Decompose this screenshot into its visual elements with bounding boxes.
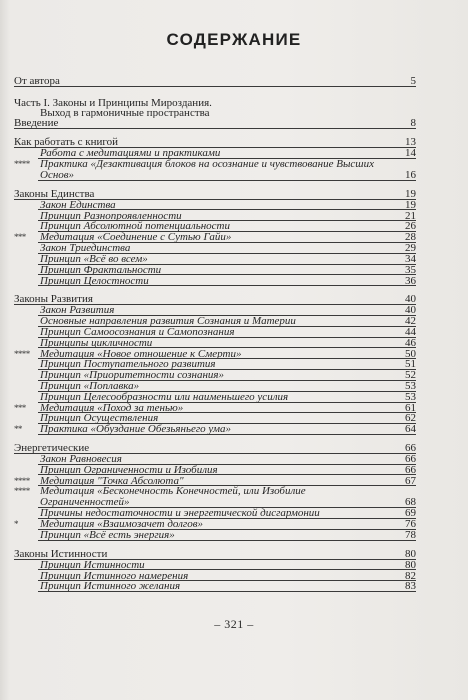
toc-page-number: 62 xyxy=(405,412,416,425)
difficulty-stars: **** xyxy=(14,475,30,486)
toc-entry[interactable] xyxy=(14,159,416,181)
toc-entry[interactable] xyxy=(14,549,416,560)
toc-entry-title: Принцип Поступательного развития xyxy=(40,359,216,371)
toc-page-number: 14 xyxy=(405,147,416,160)
toc-page-number: 40 xyxy=(405,304,416,317)
page-number-footer: – 321 – xyxy=(214,617,254,631)
toc-entry-title: Принцип «Всё есть энергия» xyxy=(40,530,175,541)
toc-page-number: 51 xyxy=(405,358,416,371)
toc-page-number: 53 xyxy=(405,379,416,392)
toc-entry[interactable] xyxy=(14,392,416,403)
toc-page-number: 66 xyxy=(405,463,416,476)
toc-entry-title: Принцип Целесообразности или наименьшего усилия xyxy=(40,391,289,403)
toc-page-number: 52 xyxy=(405,369,416,382)
toc-page-number: 80 xyxy=(405,547,416,560)
toc-page-number: 34 xyxy=(405,252,416,265)
toc-entry-title: Принцип Самоосознания и Самопознания xyxy=(40,326,235,338)
toc-page-number: 26 xyxy=(405,220,416,233)
toc-page-number: 46 xyxy=(405,336,416,349)
toc-entry[interactable] xyxy=(14,413,416,424)
toc-entry[interactable] xyxy=(14,232,416,243)
toc-spacer xyxy=(14,181,416,189)
toc-entry-title: Медитация «Поход за тенью» xyxy=(40,402,184,414)
toc-entry[interactable] xyxy=(14,211,416,222)
toc-entry-title: Принцип «Всё во всем» xyxy=(40,253,148,265)
toc-leader-line xyxy=(14,86,416,87)
toc-entry-title: Законы Истинности xyxy=(14,548,108,560)
toc-page-number: 80 xyxy=(405,558,416,571)
toc-entry[interactable] xyxy=(14,424,416,435)
toc-page-number: 35 xyxy=(405,263,416,276)
toc-leader-line xyxy=(38,285,416,286)
toc-entry[interactable] xyxy=(14,305,416,316)
toc-page-number: 64 xyxy=(405,423,416,436)
toc-entry[interactable] xyxy=(14,560,416,571)
toc-page-number: 69 xyxy=(405,507,416,520)
toc-entry-title: Практика «Дезактивация блоков на осознание и чувствование Высших Основ» xyxy=(40,158,374,181)
difficulty-stars: **** xyxy=(14,158,30,169)
toc-page-number: 40 xyxy=(405,293,416,306)
toc-leader-line xyxy=(38,540,416,541)
toc-entry-title: Выход в гармоничные пространства xyxy=(40,107,210,119)
toc-spacer xyxy=(14,435,416,443)
toc-entry[interactable] xyxy=(14,316,416,327)
toc-entry[interactable] xyxy=(14,108,416,119)
difficulty-stars: ** xyxy=(14,424,22,435)
difficulty-stars: * xyxy=(14,519,18,530)
toc-entry-title: Причины недостаточности и энергетической дисгармонии xyxy=(40,508,320,520)
toc-entry-title: Принцип Осуществления xyxy=(40,413,159,425)
toc-entry[interactable] xyxy=(14,148,416,159)
toc-page-number: 78 xyxy=(405,529,416,542)
page-title: СОДЕРЖАНИЕ xyxy=(166,30,302,49)
toc-entry-title: Медитация «Взаимозачет долгов» xyxy=(40,519,203,530)
toc-entry-title: Принцип Фрактальности xyxy=(40,264,162,276)
toc-page-number: 8 xyxy=(410,117,416,130)
toc-page-number: 28 xyxy=(405,231,416,244)
toc-page-number: 50 xyxy=(405,347,416,360)
toc-entry-title: Принцип Истинного желания xyxy=(40,581,181,593)
toc-entry[interactable] xyxy=(14,189,416,200)
toc-spacer xyxy=(14,541,416,549)
toc-entry-title: Принцип Разнопроявленности xyxy=(40,210,182,222)
toc-entry[interactable] xyxy=(14,265,416,276)
toc-entry[interactable] xyxy=(14,200,416,211)
toc-page-number: 76 xyxy=(405,518,416,531)
toc-page-number: 42 xyxy=(405,315,416,328)
toc-leader-line xyxy=(38,180,416,181)
toc-spacer xyxy=(14,286,416,294)
toc-entry[interactable] xyxy=(14,519,416,530)
toc-entry[interactable] xyxy=(14,359,416,370)
toc-entry-title: Закон Развития xyxy=(40,305,115,316)
toc-entry[interactable] xyxy=(14,276,416,287)
toc-entry-title: Энергетические xyxy=(14,443,90,454)
toc-spacer xyxy=(14,87,416,98)
toc-entry[interactable] xyxy=(14,243,416,254)
toc-entry[interactable] xyxy=(14,254,416,265)
toc-entry-title: Принцип «Поплавка» xyxy=(40,380,140,392)
toc-page-number: 67 xyxy=(405,474,416,487)
toc-spacer xyxy=(14,129,416,137)
toc-page-number: 68 xyxy=(405,496,416,509)
toc-entry-title: Принцип Истинного намерения xyxy=(40,570,189,582)
toc-entry[interactable] xyxy=(14,118,416,129)
toc-page-number: 53 xyxy=(405,390,416,403)
toc-page-number: 5 xyxy=(410,75,416,87)
toc-entry-title: Законы Единства xyxy=(14,188,95,200)
toc-entry-title: Медитация «Соединение с Сутью Гайи» xyxy=(40,232,232,243)
toc-entry-title: Закон Единства xyxy=(40,199,116,211)
toc-entry-title: Работа с медитациями и практиками xyxy=(40,148,221,159)
toc-entry[interactable] xyxy=(14,486,416,508)
toc-entry-title: Принцип Истинности xyxy=(40,559,145,571)
toc-page-number: 61 xyxy=(405,401,416,414)
toc-entry[interactable] xyxy=(14,581,416,592)
toc-entry-title: Медитация "Точка Абсолюта" xyxy=(40,475,184,487)
difficulty-stars: *** xyxy=(14,402,26,413)
toc-entry[interactable] xyxy=(14,327,416,338)
toc-entry-title: Медитация «Бесконечность Конечностей, или Изобилие Ограниченностей» xyxy=(40,486,306,509)
difficulty-stars: **** xyxy=(14,348,30,359)
toc-entry-title: Законы Развития xyxy=(14,294,93,306)
toc-entry-title: Принцип Ограниченности и Изобилия xyxy=(40,464,218,476)
toc-entry[interactable] xyxy=(14,454,416,465)
toc-page-number: 16 xyxy=(405,168,416,181)
toc-leader-line xyxy=(14,128,416,129)
toc-entry-title: Часть I. Законы и Принципы Мироздания. xyxy=(14,97,212,109)
toc-entry[interactable] xyxy=(14,476,416,487)
toc-entry[interactable] xyxy=(14,381,416,392)
toc-entry-title: Принцип Абсолютной потенциальности xyxy=(40,221,230,233)
toc-page-number: 13 xyxy=(405,136,416,149)
toc-entry[interactable] xyxy=(14,137,416,148)
toc-page-number: 21 xyxy=(405,209,416,222)
difficulty-stars: *** xyxy=(14,232,26,243)
toc-entry-title: Как работать с книгой xyxy=(14,137,118,149)
toc-entry-title: Введение xyxy=(14,118,59,130)
toc-entry-title: Принцип «Приоритетности сознания» xyxy=(40,370,225,381)
toc-entry-title: От автора xyxy=(14,76,60,87)
toc-entry[interactable] xyxy=(14,338,416,349)
toc-entry-title: Закон Равновесия xyxy=(40,453,122,465)
toc-entry[interactable] xyxy=(14,571,416,582)
toc-entry[interactable] xyxy=(14,76,416,87)
toc-leader-line xyxy=(38,591,416,592)
toc-entry-title: Принципы цикличности xyxy=(40,337,153,349)
toc-entry-title: Закон Триединства xyxy=(40,243,131,254)
toc-entry-title: Принцип Целостности xyxy=(40,275,149,287)
toc-page-number: 82 xyxy=(405,569,416,582)
toc-entry[interactable] xyxy=(14,443,416,454)
toc-page-number: 19 xyxy=(405,187,416,200)
toc-entry[interactable] xyxy=(14,221,416,232)
toc-entry[interactable] xyxy=(14,530,416,541)
toc-page-number: 19 xyxy=(405,198,416,211)
toc-entry[interactable] xyxy=(14,508,416,519)
toc-leader-line xyxy=(38,434,416,435)
toc-entry[interactable] xyxy=(14,294,416,305)
toc-page-number: 66 xyxy=(405,442,416,455)
difficulty-stars: **** xyxy=(14,486,30,497)
toc-entry[interactable] xyxy=(14,370,416,381)
toc-entry-title: Основные направления развития Сознания и Материи xyxy=(40,316,296,327)
table-of-contents xyxy=(14,76,416,592)
toc-page-number: 66 xyxy=(405,452,416,465)
toc-page-number: 36 xyxy=(405,274,416,287)
toc-entry-title: Практика «Обуздание Обезьяньего ума» xyxy=(40,424,232,435)
toc-entry[interactable] xyxy=(14,465,416,476)
toc-entry[interactable] xyxy=(14,349,416,360)
toc-page-number: 44 xyxy=(405,325,416,338)
toc-page-number: 83 xyxy=(405,580,416,593)
toc-entry[interactable] xyxy=(14,403,416,414)
toc-page-number: 29 xyxy=(405,242,416,255)
toc-entry-title: Медитация «Новое отношение к Смерти» xyxy=(40,348,242,360)
